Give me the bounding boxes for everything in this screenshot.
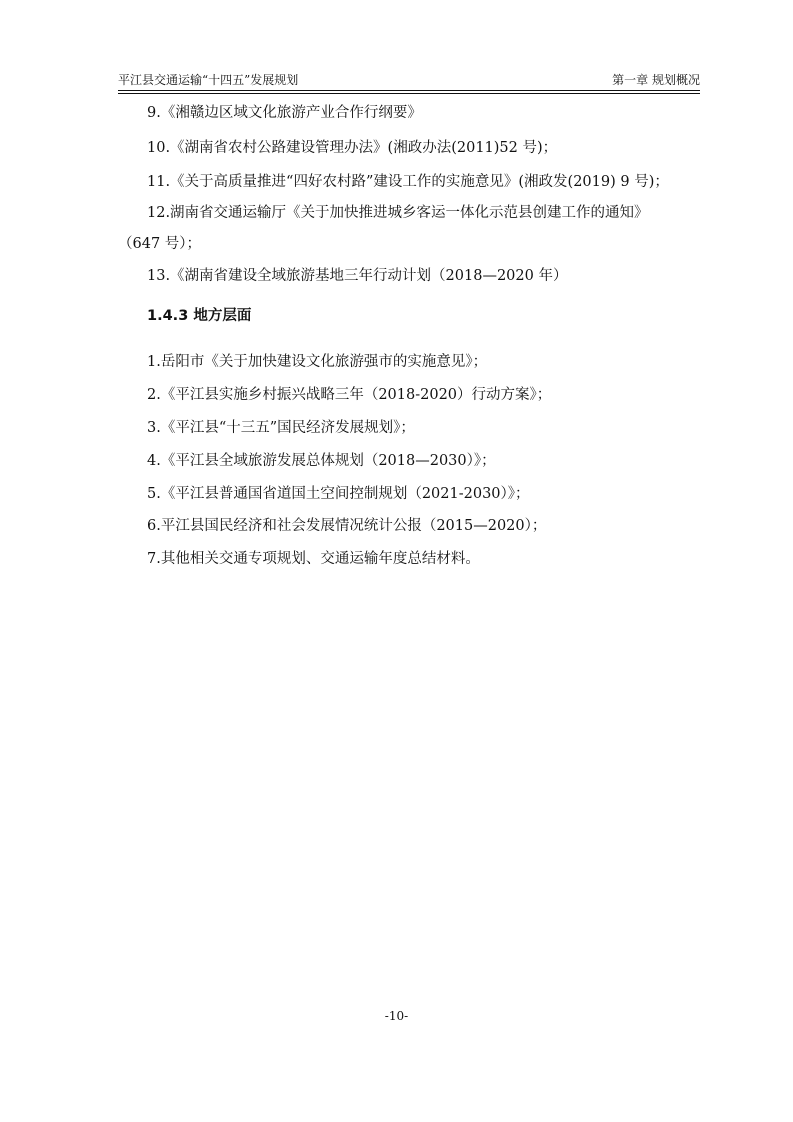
local-item-2: 2.《平江县实施乡村振兴战略三年（2018-2020）行动方案》； <box>147 387 552 403</box>
reference-item-12-continued: （647 号）； <box>118 236 202 252</box>
page-number: -10- <box>384 1009 409 1023</box>
header-document-title: 平江县交通运输“十四五”发展规划 <box>118 73 299 87</box>
header-rule-thin <box>118 93 700 94</box>
local-item-3: 3.《平江县“十三五”国民经济发展规划》； <box>147 420 415 436</box>
header-chapter-title: 第一章 规划概况 <box>612 73 700 87</box>
reference-item-9: 9.《湘赣边区域文化旅游产业合作行纲要》 <box>147 105 422 121</box>
reference-item-10: 10.《湖南省农村公路建设管理办法》(湘政办法(2011)52 号)； <box>147 140 558 156</box>
page-header <box>118 72 700 88</box>
local-item-6: 6.平江县国民经济和社会发展情况统计公报（2015—2020）； <box>147 518 547 534</box>
reference-item-12: 12.湖南省交通运输厅《关于加快推进城乡客运一体化示范县创建工作的通知》 <box>147 205 649 221</box>
local-item-4: 4.《平江县全域旅游发展总体规划（2018—2030）》； <box>147 453 496 469</box>
reference-item-13: 13.《湖南省建设全域旅游基地三年行动计划（2018—2020 年） <box>147 268 568 284</box>
local-item-1: 1.岳阳市《关于加快建设文化旅游强市的实施意见》； <box>147 354 488 370</box>
local-item-5: 5.《平江县普通国省道国土空间控制规划（2021-2030）》； <box>147 486 530 502</box>
local-item-7: 7.其他相关交通专项规划、交通运输年度总结材料。 <box>147 551 480 567</box>
reference-item-11: 11.《关于高质量推进“四好农村路”建设工作的实施意见》(湘政发(2019) 9 号)； <box>147 174 669 190</box>
section-heading-local-level: 1.4.3 地方层面 <box>147 308 252 324</box>
header-rule-thick <box>118 90 700 91</box>
